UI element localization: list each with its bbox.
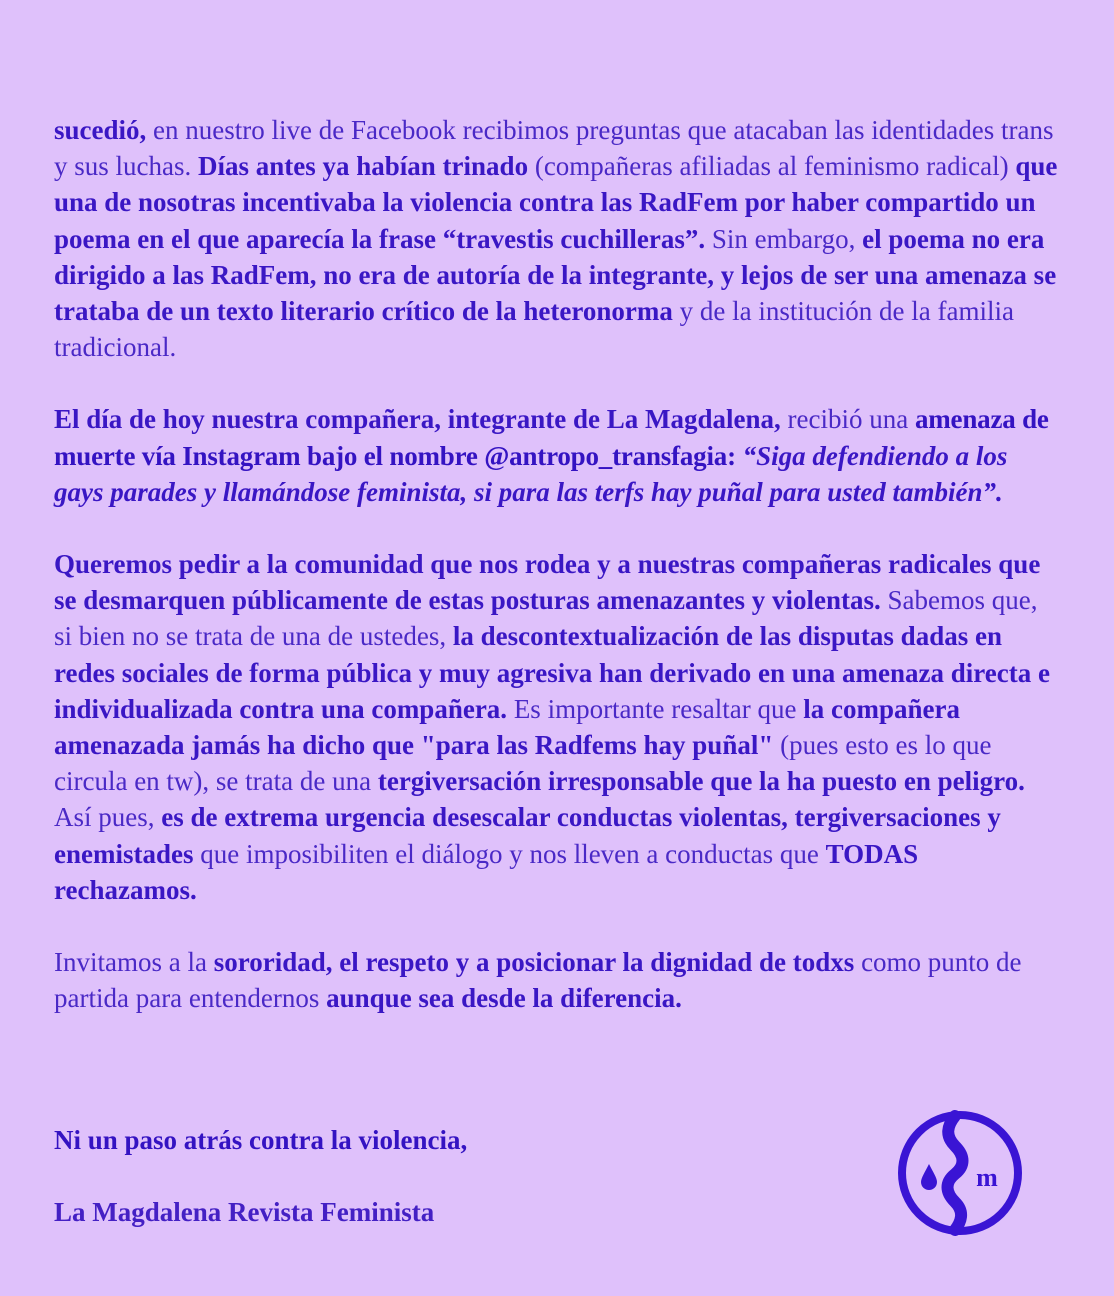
emphasis-text: sororidad, el respeto y a posicionar la dignidad de todxs [213,947,855,978]
body-text: como punto de partida para entendernos [54,947,1022,1014]
body-text: en nuestro live de Facebook recibimos preguntas que atacaban las identidades trans y sus luchas. [54,115,1054,182]
body-text: que imposibiliten el diálogo y nos lleven a conductas que [193,838,826,869]
emphasis-text: aunque sea desde la diferencia. [326,983,682,1014]
paragraph [54,112,1060,365]
body-text: Así pues, [54,802,162,833]
logo-drop [921,1164,937,1190]
paragraph [54,944,1060,1016]
emphasis-text: es de extrema urgencia desescalar conductas violentas, tergiversaciones y enemistades [54,802,1001,869]
emphasis-text: TODAS rechazamos. [54,838,919,905]
emphasis-text: amenaza de muerte vía Instagram bajo el nombre @antropo_transfagia: [54,404,1049,471]
body-text: (compañeras afiliadas al feminismo radical) [528,151,1016,182]
closing-line: Ni un paso atrás contra la violencia, [54,1125,468,1155]
body-text: recibió una [780,404,915,435]
emphasis-text: la compañera amenazada jamás ha dicho que "para las Radfems hay puñal" [54,693,960,761]
emphasis-text: que una de nosotras incentivaba la violencia contra las RadFem por haber compartido un poema en el que aparecía la frase “travestis cuchilleras”. [54,151,1058,254]
emphasis-text: Queremos pedir a la comunidad que nos rodea y a nuestras compañeras radicales que se desmarquen públicamente de estas posturas amenazantes y violentas. [54,549,1041,616]
body-text: Invitamos a la [54,947,214,978]
body-text: (pues esto es lo que circula en tw), se trata de una [54,730,992,797]
logo-letter: m [976,1163,998,1192]
emphasis-text: el poema no era dirigido a las RadFem, no era de autoría de la integrante, y lejos de ser una amenaza se trataba de un texto literario crítico de la heteronorma [54,223,1057,327]
body-text: Sin embargo, [705,223,863,254]
emphasis-text: tergiversación irresponsable que la ha puesto en peligro. [377,766,1025,797]
body-text: Es importante resaltar que [507,693,804,724]
article-body [54,112,1060,1016]
la-magdalena-logo-icon [895,1108,1025,1238]
emphasis-text: Días antes ya habían trinado [198,151,529,182]
paragraph [54,546,1060,908]
paragraph [54,401,1060,510]
emphasis-text: sucedió, [54,115,147,145]
emphasis-text: El día de hoy nuestra compañera, integrante de La Magdalena, [54,404,781,435]
emphasis-text: la descontextualización de las disputas dadas en redes sociales de forma pública y muy agresiva han derivado en una amenaza directa e individualizada contra una compañera. [54,621,1050,724]
emphasis-text: “Siga defendiendo a los gays parades y llamándose feminista, si para las terfs hay puñal para usted también”. [54,440,1008,507]
body-text: y de la institución de la familia tradicional. [54,296,1014,363]
logo-wave [948,1116,963,1230]
signature: La Magdalena Revista Feminista [54,1197,435,1227]
body-text: Sabemos que, si bien no se trata de una de ustedes, [54,585,1038,652]
